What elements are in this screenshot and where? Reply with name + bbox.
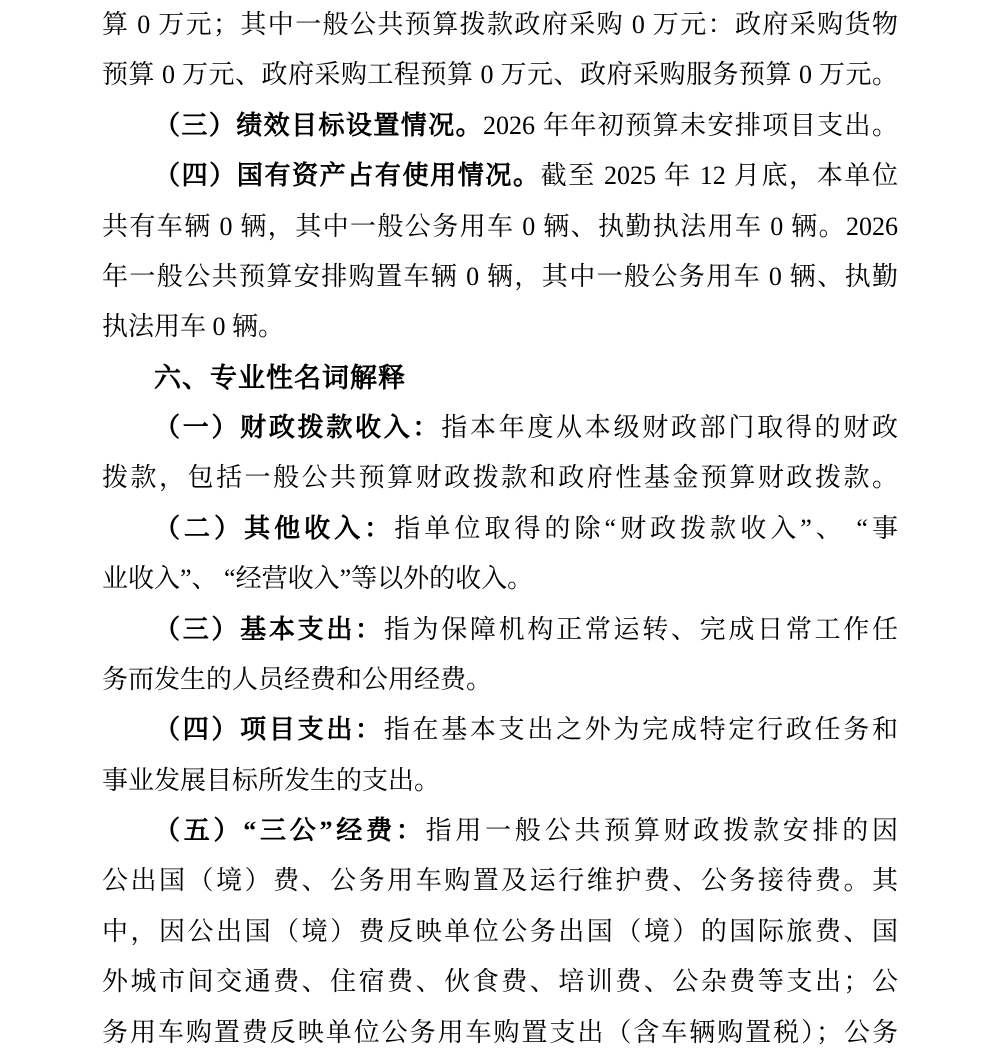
bold-lead-text: （三）基本支出：	[154, 614, 384, 644]
document-line	[102, 1008, 898, 1058]
text-segment: 务而发生的人员经费和公用经费。	[102, 664, 493, 694]
document-line	[102, 50, 898, 100]
document-line	[102, 957, 898, 1007]
text-segment: 2026 年年初预算未安排项目支出。	[483, 110, 898, 140]
document-line	[102, 856, 898, 906]
document-line	[102, 252, 898, 302]
text-segment: 业收入”、 “经营收入”等以外的收入。	[102, 564, 534, 594]
text-segment: 指单位取得的除“财政拨款收入”、 “事	[394, 513, 898, 543]
document-line	[102, 101, 898, 151]
bold-lead-text: （二）其他收入：	[154, 513, 395, 543]
text-segment: 截至 2025 年 12 月底，本单位	[540, 161, 898, 191]
text-segment: 事业发展目标所发生的支出。	[102, 765, 441, 795]
document-line	[102, 151, 898, 201]
text-segment: 中，因公出国（境）费反映单位公务出国（境）的国际旅费、国	[102, 916, 898, 946]
bold-lead-text: （三）绩效目标设置情况。	[154, 110, 484, 140]
document-line	[102, 453, 898, 503]
text-segment: 指在基本支出之外为完成特定行政任务和	[383, 715, 898, 745]
bold-lead-text: （一）财政拨款收入：	[154, 413, 442, 442]
document-line	[102, 806, 898, 856]
section-heading	[102, 353, 898, 403]
text-segment: 拨款，包括一般公共预算财政拨款和政府性基金预算财政拨款。	[102, 463, 898, 493]
bold-lead-text: 六、专业性名词解释	[154, 362, 406, 393]
document-line	[102, 705, 898, 755]
text-segment: 公出国（境）费、公务用车购置及运行维护费、公务接待费。其	[102, 866, 898, 896]
document-line	[102, 504, 898, 554]
text-segment: 共有车辆 0 辆，其中一般公务用车 0 辆、执勤执法用车 0 辆。2026	[102, 211, 898, 241]
bold-lead-text: （四）国有资产占有使用情况。	[154, 161, 541, 191]
document-line	[102, 907, 898, 957]
document-line	[102, 655, 898, 705]
document-line	[102, 554, 898, 604]
text-segment: 指用一般公共预算财政拨款安排的因	[425, 816, 898, 845]
document-line	[102, 302, 898, 352]
text-segment: 年一般公共预算安排购置车辆 0 辆，其中一般公务用车 0 辆、执勤	[102, 261, 898, 291]
text-segment: 外城市间交通费、住宿费、伙食费、培训费、公杂费等支出；公	[102, 967, 898, 997]
text-segment: 务用车购置费反映单位公务用车购置支出（含车辆购置税）；公务	[102, 1017, 898, 1047]
document-line	[102, 605, 898, 655]
bold-lead-text: （四）项目支出：	[154, 715, 384, 745]
text-segment: 预算 0 万元、政府采购工程预算 0 万元、政府采购服务预算 0 万元。	[102, 60, 898, 90]
text-segment: 指为保障机构正常运转、完成日常工作任	[383, 614, 898, 644]
text-segment: 指本年度从本级财政部门取得的财政	[441, 413, 898, 442]
bold-lead-text: （五）“三公”经费：	[154, 816, 426, 845]
document-line	[102, 0, 898, 50]
document-line	[102, 202, 898, 252]
text-segment: 执法用车 0 辆。	[102, 312, 285, 342]
document-line	[102, 756, 898, 806]
document-line	[102, 403, 898, 453]
text-segment: 算 0 万元；其中一般公共预算拨款政府采购 0 万元：政府采购货物	[102, 10, 898, 39]
